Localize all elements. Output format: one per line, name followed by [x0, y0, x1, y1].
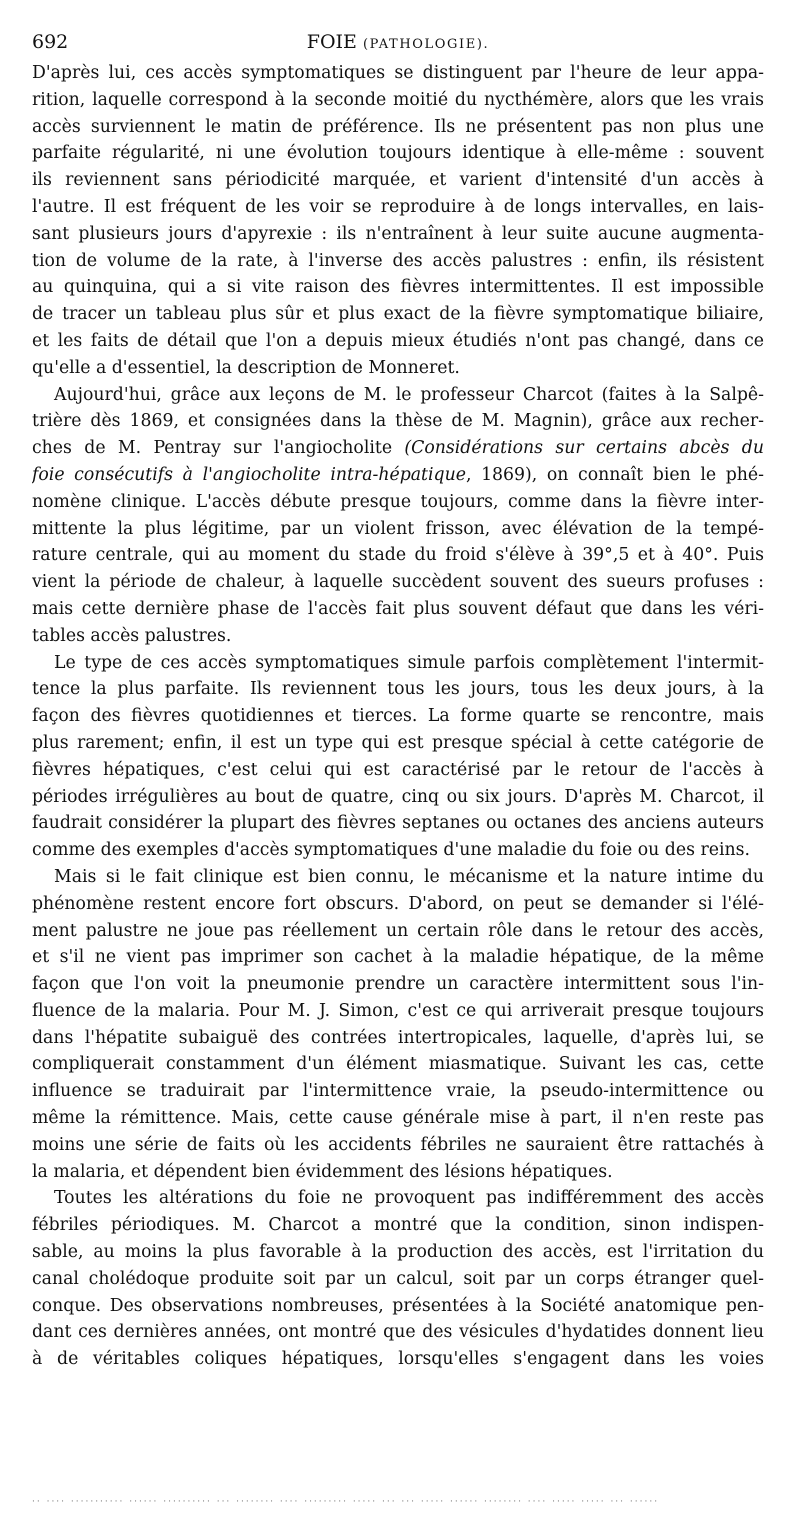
text-line: qu'elle a d'essentiel, la description de Monneret.	[32, 357, 460, 378]
text-line: façon que l'on voit la pneumonie prendre un caractère intermittent sous l'in-	[32, 974, 764, 995]
text-line: accès surviennent le matin de préférence. Ils ne présentent pas non plus une	[32, 116, 764, 137]
text-line: compliquerait constamment d'un élément miasmatique. Suivant les cas, cette	[32, 1054, 764, 1075]
text-line: faudrait considérer la plupart des fièvres septanes ou octanes des anciens auteurs	[32, 813, 764, 834]
text-line: tence la plus parfaite. Ils reviennent tous les jours, tous les deux jours, à la	[32, 679, 764, 700]
text-line: canal cholédoque produite soit par un calcul, soit par un corps étranger quel-	[32, 1268, 764, 1289]
running-title-sub: (PATHOLOGIE).	[362, 37, 490, 52]
text-line: plus rarement; enfin, il est un type qui est presque spécial à cette catégorie de	[32, 732, 764, 753]
text-line: et s'il ne vient pas imprimer son cachet à la maladie hépatique, de la même	[32, 947, 764, 968]
text-line: mittente la plus légitime, par un violent frisson, avec élévation de la tempé-	[32, 518, 764, 539]
text-line: dant ces dernières années, ont montré que des vésicules d'hydatides donnent lieu	[32, 1322, 764, 1343]
text-line: phénomène restent encore fort obscurs. D'abord, on peut se demander si l'élé-	[32, 893, 764, 914]
text-line: fluence de la malaria. Pour M. J. Simon, c'est ce qui arriverait presque toujours	[32, 1000, 764, 1021]
text-line: de tracer un tableau plus sûr et plus exact de la fièvre symptomatique biliaire,	[32, 304, 764, 325]
text-line: Toutes les altérations du foie ne provoquent pas indifféremment des accès	[54, 1188, 764, 1209]
text-line: conque. Des observations nombreuses, présentées à la Société anatomique pen-	[32, 1295, 764, 1316]
running-title-main: FOIE	[306, 31, 357, 53]
text-line: ment palustre ne joue pas réellement un certain rôle dans le retour des accès,	[32, 920, 764, 941]
text-line: tables accès palustres.	[32, 625, 232, 646]
text-line: Mais si le fait clinique est bien connu, le mécanisme et la nature intime du	[54, 866, 764, 887]
text-line: au quinquina, qui a si vite raison des fièvres intermittentes. Il est impossible	[32, 277, 764, 298]
text-line	[32, 435, 764, 462]
text-line: rature centrale, qui au moment du stade du froid s'élève à 39°,5 et à 40°. Puis	[32, 545, 764, 566]
text-line: vient la période de chaleur, à laquelle succèdent souvent des sueurs profuses :	[32, 572, 764, 593]
page-number: 692	[32, 31, 69, 53]
text-line: rition, laquelle correspond à la seconde moitié du nycthémère, alors que les vrais	[32, 89, 764, 110]
text-line: trière dès 1869, et consignées dans la thèse de M. Magnin), grâce aux recher-	[32, 411, 764, 432]
paragraph	[32, 650, 764, 864]
text-line: sable, au moins la plus favorable à la production des accès, est l'irritation du	[32, 1242, 764, 1263]
text-line: D'après lui, ces accès symptomatiques se distinguent par l'heure de leur appa-	[32, 63, 764, 83]
text-line: la malaria, et dépendent bien évidemment des lésions hépatiques.	[32, 1161, 613, 1182]
text-line: mais cette dernière phase de l'accès fait plus souvent défaut que dans les véri-	[32, 598, 764, 619]
text-line: moins une série de faits où les accidents fébriles ne sauraient être rattachés à	[32, 1134, 764, 1155]
text-line: nomène clinique. L'accès débute presque toujours, comme dans la fièvre inter-	[32, 491, 764, 512]
paragraph	[32, 1185, 764, 1373]
text-line: tion de volume de la rate, à l'inverse des accès palustres : enfin, ils résistent	[32, 250, 764, 271]
text-line: à de véritables coliques hépatiques, lorsqu'elles s'engagent dans les voies	[32, 1349, 764, 1370]
text-line: Le type de ces accès symptomatiques simule parfois complètement l'intermit-	[54, 652, 764, 673]
text-segment: , 1869), on connaît bien le phé-	[465, 464, 764, 485]
text-line	[32, 462, 764, 489]
text-line: parfaite régularité, ni une évolution toujours identique à elle-même : souvent	[32, 143, 764, 164]
italic-title-segment: foie consécutifs à l'angiocholite intra-hépatique	[32, 464, 466, 485]
paragraph	[32, 864, 764, 1186]
text-line: façon des fièvres quotidiennes et tierces. La forme quarte se rencontre, mais	[32, 706, 764, 727]
running-header	[32, 30, 764, 60]
text-line: même la rémittence. Mais, cette cause générale mise à part, il n'en reste pas	[32, 1108, 764, 1129]
text-line: périodes irrégulières au bout de quatre, cinq ou six jours. D'après M. Charcot, il	[32, 786, 764, 807]
text-line: dans l'hépatite subaiguë des contrées intertropicales, laquelle, d'après lui, se	[32, 1027, 764, 1048]
text-line: l'autre. Il est fréquent de les voir se reproduire à de longs intervalles, en lais-	[32, 196, 764, 217]
italic-title-segment: (Considérations sur certains abcès du	[404, 438, 764, 459]
text-line: comme des exemples d'accès symptomatiques d'une maladie du foie ou des reins.	[32, 840, 750, 861]
text-line: influence se traduirait par l'intermittence vraie, la pseudo-intermittence ou	[32, 1081, 764, 1102]
text-line: ils reviennent sans périodicité marquée, et varient d'intensité d'un accès à	[32, 170, 764, 191]
text-line: fébriles périodiques. M. Charcot a montré que la condition, sinon indispen-	[32, 1215, 764, 1236]
text-line: fièvres hépatiques, c'est celui qui est caractérisé par le retour de l'accès à	[32, 759, 764, 780]
text-line: et les faits de détail que l'on a depuis mieux étudiés n'ont pas changé, dans ce	[32, 330, 764, 351]
paragraph	[32, 60, 764, 382]
text-line: sant plusieurs jours d'apyrexie : ils n'entraînent à leur suite aucune augmenta-	[32, 223, 764, 244]
running-title	[92, 30, 764, 57]
paragraph	[32, 382, 764, 650]
text-line: Aujourd'hui, grâce aux leçons de M. le professeur Charcot (faites à la Salpê-	[54, 384, 764, 405]
text-segment: ches de M. Pentray sur l'angiocholite	[32, 438, 405, 459]
footer-print-marks: ·· ···· ··········· ······ ·········· ··· ········ ···· ········· ····· ··· ··· ····· ······ ········ ···· ····· ····· ··· ······	[32, 1497, 660, 1507]
